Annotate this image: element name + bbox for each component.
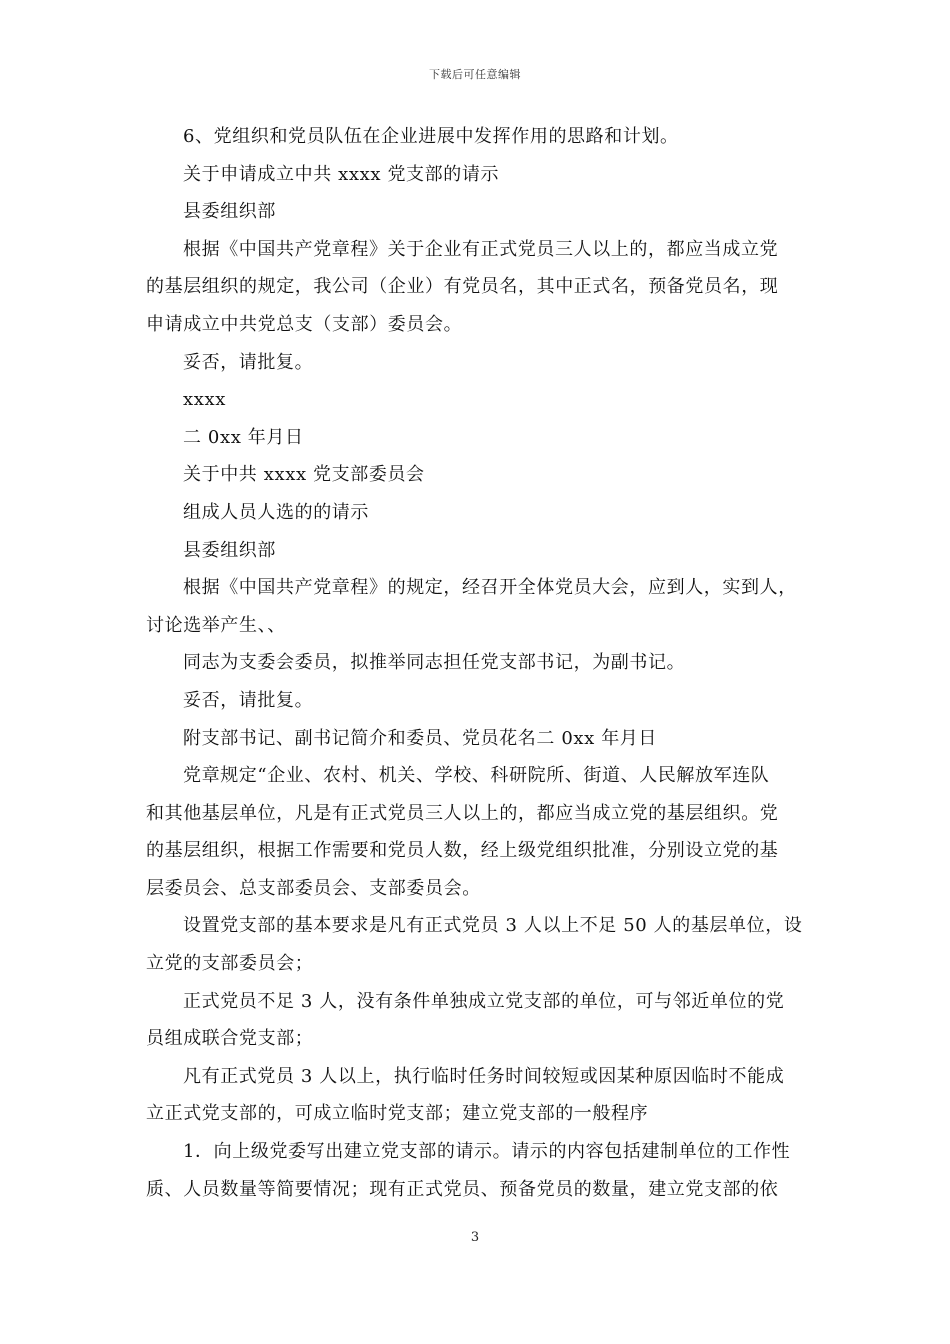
text-line: 同志为支委会委员，拟推举同志担任党支部书记，为副书记。 xyxy=(183,652,686,674)
text-line: 根据《中国共产党章程》的规定，经召开全体党员大会，应到人，实到人， xyxy=(183,577,797,599)
text-line: 申请成立中共党总支（支部）委员会。 xyxy=(146,313,463,335)
text-line: 凡有正式党员 3 人以上，执行临时任务时间较短或因某种原因临时不能成 xyxy=(183,1065,785,1087)
text-line: 立正式党支部的，可成立临时党支部；建立党支部的一般程序 xyxy=(146,1103,649,1125)
text-line: 妥否，请批复。 xyxy=(183,689,314,711)
text-line: 立党的支部委员会； xyxy=(146,953,314,975)
page-number: 3 xyxy=(470,1230,480,1245)
text-line: 的基层组织，根据工作需要和党员人数，经上级党组织批准，分别设立党的基 xyxy=(146,840,779,862)
text-line: 的基层组织的规定，我公司（企业）有党员名，其中正式名，预备党员名，现 xyxy=(146,276,779,298)
text-line: 县委组织部 xyxy=(183,539,276,561)
text-line: xxxx xyxy=(183,389,227,411)
text-line: 1．向上级党委写出建立党支部的请示。请示的内容包括建制单位的工作性 xyxy=(183,1141,791,1163)
text-line: 质、人员数量等简要情况；现有正式党员、预备党员的数量，建立党支部的依 xyxy=(146,1178,779,1200)
text-line: 妥否，请批复。 xyxy=(183,351,314,373)
text-line: 6、党组织和党员队伍在企业进展中发挥作用的思路和计划。 xyxy=(183,126,679,147)
text-line: 党章规定“企业、农村、机关、学校、科研院所、街道、人民解放军连队 xyxy=(183,765,770,787)
document-body xyxy=(146,118,818,1208)
text-line: 正式党员不足 3 人，没有条件单独成立党支部的单位，可与邻近单位的党 xyxy=(183,990,785,1012)
text-line: 设置党支部的基本要求是凡有正式党员 3 人以上不足 50 人的基层单位，设 xyxy=(183,915,803,937)
text-line: 二 0xx 年月日 xyxy=(183,426,304,448)
page-header: 下载后可任意编辑 xyxy=(429,68,521,81)
text-line: 讨论选举产生、、 xyxy=(146,614,286,636)
text-line: 附支部书记、副书记简介和委员、党员花名二 0xx 年月日 xyxy=(183,727,657,749)
text-line: 关于中共 xxxx 党支部委员会 xyxy=(183,464,425,486)
text-line: 根据《中国共产党章程》关于企业有正式党员三人以上的，都应当成立党 xyxy=(183,238,779,260)
text-line: 层委员会、总支部委员会、支部委员会。 xyxy=(146,877,481,899)
text-line: 员组成联合党支部； xyxy=(146,1028,314,1050)
text-line: 关于申请成立中共 xxxx 党支部的请示 xyxy=(183,163,500,185)
text-line: 县委组织部 xyxy=(183,201,276,223)
text-line: 和其他基层单位，凡是有正式党员三人以上的，都应当成立党的基层组织。党 xyxy=(146,802,779,824)
text-line: 组成人员人选的的请示 xyxy=(183,501,369,523)
